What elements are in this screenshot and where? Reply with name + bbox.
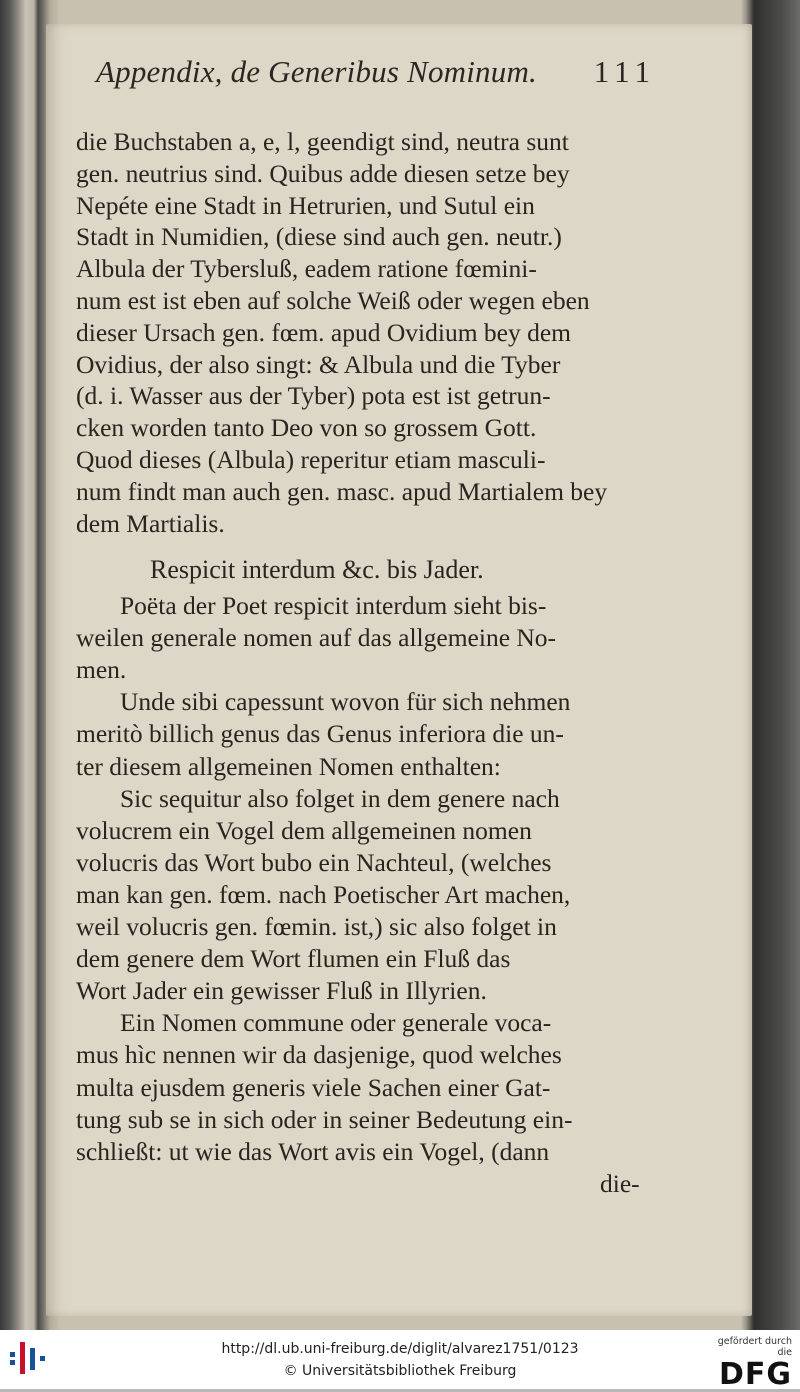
text-line: Albula der Tybersluß, eadem ratione fœmini- [76, 254, 537, 284]
permalink-url[interactable]: http://dl.ub.uni-freiburg.de/diglit/alvarez1751/0123 [221, 1341, 579, 1357]
text-line: dieser Ursach gen. fœm. apud Ovidium bey dem [76, 317, 571, 347]
text-line: gen. neutrius sind. Quibus adde diesen setze bey [76, 158, 570, 188]
text-line: multa ejusdem generis viele Sachen einer Gat- [76, 1072, 551, 1102]
text-line: volucrem ein Vogel dem allgemeinen nomen [76, 815, 532, 845]
text-line: weil volucris gen. fœmin. ist,) sic also folget in [76, 912, 557, 941]
text-line: num est ist eben auf solche Weiß oder wegen eben [76, 286, 590, 315]
footer-bar [0, 1330, 800, 1392]
running-head-title: Appendix, de Generibus Nominum. [96, 54, 537, 89]
text-line: Stadt in Numidien, (diese sind auch gen. neutr.) [76, 222, 562, 252]
text-line: Nepéte eine Stadt in Hetrurien, und Sutul ein [76, 190, 535, 220]
text-line: Poëta der Poet respicit interdum sieht bis- [120, 591, 547, 620]
page-number: 111 [593, 54, 656, 89]
text-line: Unde sibi capessunt wovon für sich nehmen [120, 687, 571, 717]
text-line: schließt: ut wie das Wort avis ein Vogel, (dann [76, 1136, 550, 1166]
text-line: die- [600, 1168, 640, 1198]
copyright-notice: © Universitätsbibliothek Freiburg [283, 1363, 517, 1379]
text-line: Quod dieses (Albula) reperitur etiam masculi- [76, 445, 546, 474]
text-line: volucris das Wort bubo ein Nachteul, (welches [76, 847, 552, 877]
text-line: Ein Nomen commune oder generale voca- [120, 1008, 552, 1038]
text-line: cken worden tanto Deo von so grossem Gott. [76, 413, 537, 443]
dfg-funder [702, 1336, 792, 1392]
text-line: dem genere dem Wort flumen ein Fluß das [76, 944, 511, 974]
text-line: weilen generale nomen auf das allgemeine No- [76, 623, 557, 653]
text-line: die Buchstaben a, e, l, geendigt sind, neutra sunt [76, 127, 569, 156]
text-line: Ovidius, der also singt: & Albula und die Tyber [76, 349, 561, 379]
text-line: num findt man auch gen. masc. apud Martialem bey [76, 476, 608, 506]
text-line: Sic sequitur also folget in dem genere nach [120, 783, 560, 813]
text-line: ter diesem allgemeinen Nomen enthalten: [76, 751, 501, 781]
funder-note: gefördert durch die [717, 1336, 792, 1358]
text-line: mus hìc nennen wir da dasjenige, quod welches [76, 1040, 562, 1070]
text-line: meritò billich genus das Genus inferiora die un- [76, 719, 564, 749]
text-line: man kan gen. fœm. nach Poetischer Art machen, [76, 879, 571, 909]
text-line: tung sub se in sich oder in seiner Bedeutung ein- [76, 1104, 573, 1134]
section-heading: Respicit interdum &c. bis Jader. [150, 555, 484, 584]
running-head [96, 54, 656, 90]
text-line: men. [76, 655, 127, 685]
text-line: (d. i. Wasser aus der Tyber) pota est ist getrun- [76, 381, 551, 411]
dfg-logo-icon: DFG [718, 1357, 792, 1392]
text-line: Wort Jader ein gewisser Fluß in Illyrien. [76, 976, 487, 1006]
text-line: dem Martialis. [76, 508, 225, 538]
